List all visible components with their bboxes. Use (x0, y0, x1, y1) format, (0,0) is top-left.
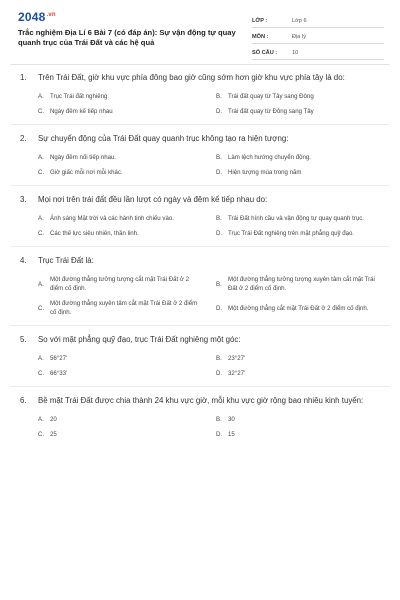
option-d[interactable] (216, 299, 380, 317)
option-text: Trái đất quay từ Đông sang Tây (228, 108, 314, 115)
option-c[interactable] (38, 369, 202, 378)
option-a[interactable] (38, 354, 202, 363)
option-a[interactable] (38, 214, 202, 223)
meta-row-grade (252, 14, 384, 28)
option-text: Một đường thẳng tưởng tượng xuyên tâm cắt mặt Trái Đất ở 2 điểm cố định. (228, 276, 375, 292)
logo-text: 2048 (18, 10, 46, 24)
question-2 (0, 133, 400, 177)
option-text: Làm lệch hướng chuyển động. (228, 154, 311, 161)
question-1 (0, 72, 400, 116)
option-a[interactable] (38, 415, 202, 424)
meta-label: MÔN : (252, 33, 269, 40)
meta-row-subject (252, 30, 384, 44)
option-text: 66°33' (50, 370, 68, 377)
option-a[interactable] (38, 92, 202, 101)
option-letter: D. (216, 108, 223, 115)
option-letter: D. (216, 370, 223, 377)
question-divider (10, 386, 390, 387)
question-3 (0, 194, 400, 238)
option-d[interactable] (216, 369, 380, 378)
option-text: 23°27' (228, 355, 246, 362)
question-text: So với mặt phẳng quỹ đạo, trục Trái Đất nghiêng một góc: (38, 335, 241, 344)
option-text: Hiện tượng mùa trong năm (228, 169, 302, 176)
meta-value: Địa lý (292, 33, 306, 40)
question-divider (10, 124, 390, 125)
logo-suffix: .vn (46, 12, 56, 18)
option-text: Ánh sáng Mặt trời và các hành tinh chiếu vào. (50, 215, 174, 222)
option-letter: A. (38, 355, 44, 362)
option-d[interactable] (216, 168, 380, 177)
question-5 (0, 334, 400, 378)
option-text: Ngày đêm kế tiếp nhau (50, 108, 113, 115)
meta-label: SỐ CÂU : (252, 49, 278, 56)
option-letter: B. (216, 280, 222, 288)
option-letter: C. (38, 108, 45, 115)
option-letter: D. (216, 431, 223, 438)
option-b[interactable] (216, 153, 380, 162)
question-text: Bề mặt Trái Đất được chia thành 24 khu vực giờ, mỗi khu vực giờ rộng bao nhiêu kinh tuyến: (38, 396, 364, 405)
option-letter: C. (38, 370, 45, 377)
option-a[interactable] (38, 275, 202, 293)
question-divider (10, 246, 390, 247)
option-letter: D. (216, 169, 223, 176)
option-text: 20 (50, 416, 57, 423)
option-text: Một đường thẳng tưởng tượng cắt mặt Trái Đất ở 2 điểm cố định. (50, 276, 189, 292)
quiz-title: Trắc nghiệm Địa Lí 6 Bài 7 (có đáp án): Sự vận động tự quay quanh trục của Trái Đất và các hệ quả (18, 28, 236, 47)
question-number: 4. (20, 256, 27, 265)
option-d[interactable] (216, 430, 380, 439)
option-text: 15 (228, 431, 235, 438)
option-b[interactable] (216, 92, 380, 101)
option-text: Một đường thẳng xuyên tâm cắt mặt Trái Đất ở 2 điểm cố định. (50, 300, 198, 316)
option-letter: B. (216, 355, 222, 362)
option-letter: B. (216, 416, 222, 423)
option-text: Trục Trái Đất nghiêng trên mặt phẳng quỹ đạo. (228, 230, 355, 237)
option-letter: A. (38, 93, 44, 100)
option-text: Ngày đêm nối tiếp nhau. (50, 154, 117, 161)
option-letter: C. (38, 431, 45, 438)
option-text: Trái đất quay từ Tây sang Đông (228, 93, 314, 100)
question-number: 5. (20, 335, 27, 344)
option-c[interactable] (38, 299, 202, 317)
option-a[interactable] (38, 153, 202, 162)
question-text: Sự chuyển động của Trái Đất quay quanh trục không tạo ra hiện tượng: (38, 134, 289, 143)
question-divider (10, 325, 390, 326)
option-letter: D. (216, 304, 223, 312)
meta-row-count (252, 46, 384, 60)
question-text: Mọi nơi trên trái đất đều lần lượt có ngày và đêm kế tiếp nhau do: (38, 195, 268, 204)
option-text: Trái Đất hình cầu và vận động tự quay quanh trục. (228, 215, 364, 222)
option-b[interactable] (216, 415, 380, 424)
option-letter: A. (38, 280, 44, 288)
option-b[interactable] (216, 275, 380, 293)
question-list (0, 72, 400, 439)
option-d[interactable] (216, 107, 380, 116)
option-letter: A. (38, 154, 44, 161)
option-text: 32°27' (228, 370, 246, 377)
option-letter: C. (38, 230, 45, 237)
option-text: 56°27' (50, 355, 68, 362)
option-text: Giờ giấc mỗi nơi mỗi khác. (50, 169, 123, 176)
header-divider (10, 64, 390, 65)
option-c[interactable] (38, 168, 202, 177)
question-4 (0, 255, 400, 317)
option-letter: B. (216, 215, 222, 222)
option-c[interactable] (38, 229, 202, 238)
question-6 (0, 395, 400, 439)
option-text: 25 (50, 431, 57, 438)
option-d[interactable] (216, 229, 380, 238)
option-text: Trục Trái đất nghiêng (50, 93, 108, 100)
question-text: Trên Trái Đất, giờ khu vực phía đông bao giờ cũng sớm hơn giờ khu vực phía tây là do: (38, 73, 345, 82)
meta-value: Lớp 6 (292, 17, 307, 24)
question-text: Trục Trái Đất là: (38, 256, 94, 265)
meta-value: 10 (292, 49, 299, 56)
option-letter: A. (38, 215, 44, 222)
option-b[interactable] (216, 354, 380, 363)
option-letter: A. (38, 416, 44, 423)
option-text: Các thế lực siêu nhiên, thần linh. (50, 230, 139, 237)
option-letter: C. (38, 304, 45, 312)
option-text: Một đường thẳng cắt mặt Trái Đất ở 2 điểm cố định. (228, 304, 369, 312)
option-c[interactable] (38, 107, 202, 116)
question-number: 3. (20, 195, 27, 204)
page-header (0, 0, 400, 60)
option-c[interactable] (38, 430, 202, 439)
option-text: 30 (228, 416, 235, 423)
option-letter: D. (216, 230, 223, 237)
option-letter: C. (38, 169, 45, 176)
quiz-meta (252, 14, 384, 62)
meta-label: LỚP : (252, 17, 268, 24)
question-number: 6. (20, 396, 27, 405)
question-number: 1. (20, 73, 27, 82)
option-letter: B. (216, 93, 222, 100)
option-b[interactable] (216, 214, 380, 223)
question-divider (10, 185, 390, 186)
question-number: 2. (20, 134, 27, 143)
option-letter: B. (216, 154, 222, 161)
